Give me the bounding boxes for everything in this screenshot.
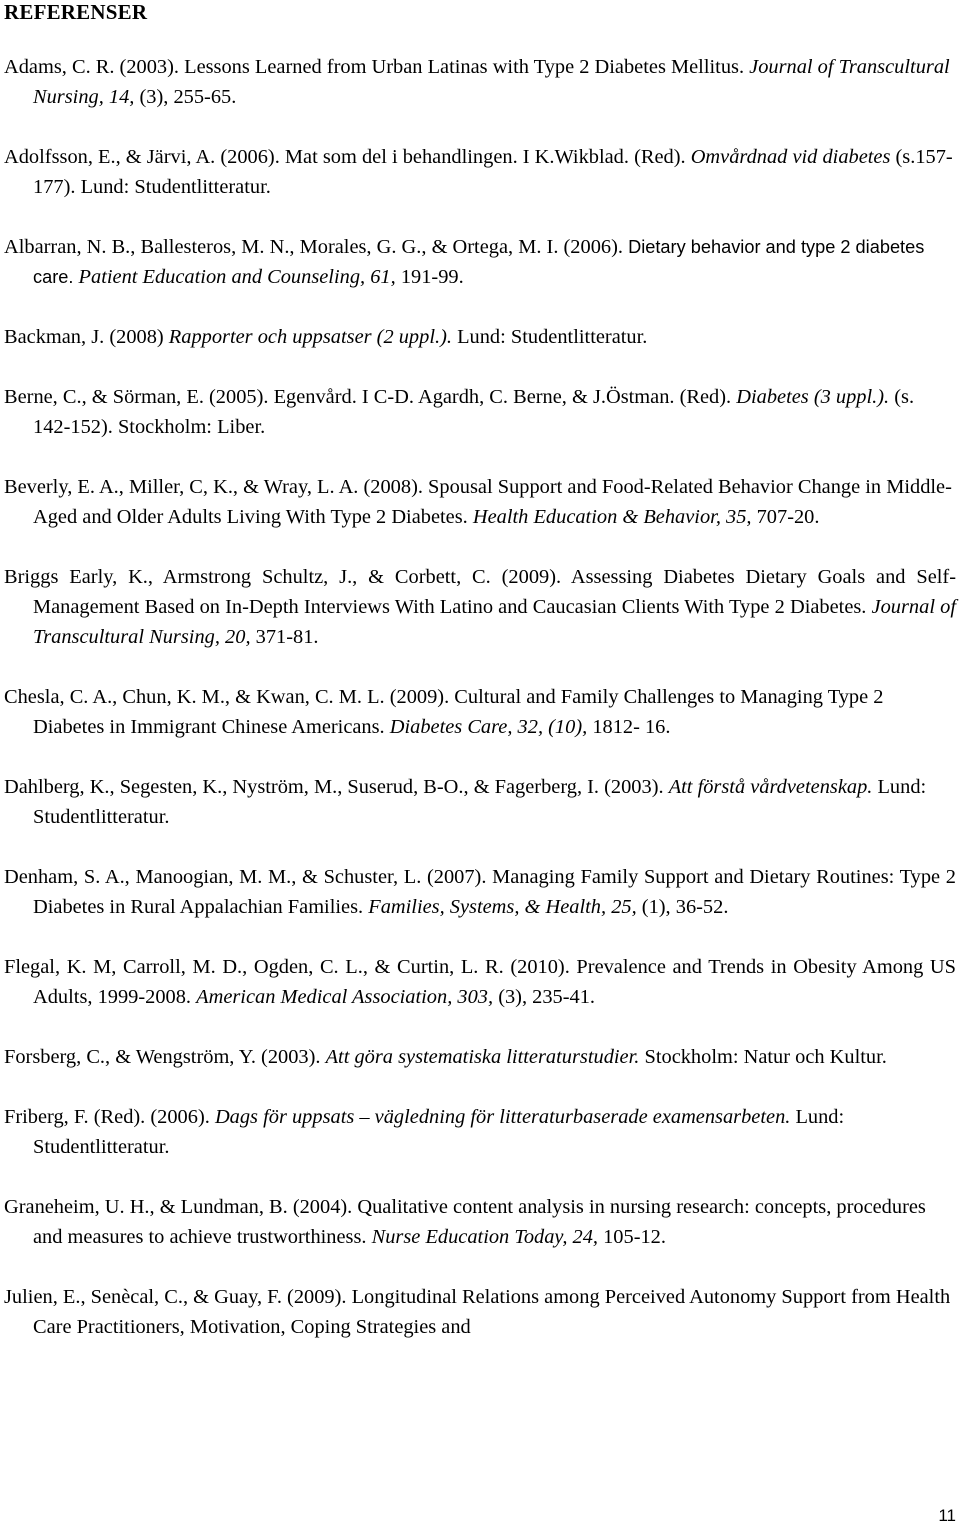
reference-text: Chesla, C. A., Chun, K. M., & Kwan, C. M. L. (2009). Cultural and Family Challenges to Managing Type 2 Diabetes in Immigrant Chinese Americans. [4, 686, 884, 738]
reference-text: (3), 235-41. [493, 986, 596, 1008]
reference-friberg [4, 1102, 956, 1162]
reference-albarran [4, 232, 956, 292]
reference-graneheim [4, 1192, 956, 1252]
reference-text: (s. 142-152). Stockholm: Liber. [33, 386, 915, 438]
reference-list [4, 52, 956, 1372]
reference-text: Stockholm: Natur och Kultur. [639, 1046, 887, 1068]
reference-text: Forsberg, C., & Wengström, Y. (2003). [4, 1046, 326, 1068]
reference-adams [4, 52, 956, 112]
reference-text: Adams, C. R. (2003). Lessons Learned from Urban Latinas with Type 2 Diabetes Mellitus. [4, 56, 750, 78]
reference-forsberg [4, 1042, 956, 1072]
reference-text: Backman, J. (2008) [4, 326, 169, 348]
reference-flegal [4, 952, 956, 1012]
reference-title-italic: Att förstå vårdvetenskap. [668, 776, 873, 798]
reference-briggs [4, 562, 956, 652]
reference-text: Graneheim, U. H., & Lundman, B. (2004). Qualitative content analysis in nursing research: concepts, procedures and measures to achieve trustworthiness. [4, 1196, 926, 1248]
reference-julien [4, 1282, 956, 1342]
reference-title-italic: Journal of Transcultural Nursing, 14, [33, 56, 950, 108]
reference-text: Berne, C., & Sörman, E. (2005). Egenvård. I C-D. Agardh, C. Berne, & J.Östman. (Red). [4, 386, 737, 408]
reference-text: (1), 36-52. [636, 896, 729, 918]
reference-text: Lund: Studentlitteratur. [33, 776, 927, 828]
reference-text: Lund: Studentlitteratur. [33, 1106, 845, 1158]
reference-text: Lund: Studentlitteratur. [451, 326, 648, 348]
reference-title-italic: Diabetes Care, 32, (10), [389, 716, 588, 738]
reference-backman [4, 322, 956, 352]
reference-text: 1812- 16. [587, 716, 671, 738]
reference-title-italic: Nurse Education Today, 24, [371, 1226, 599, 1248]
page-number: 11 [938, 1506, 956, 1525]
reference-chesla [4, 682, 956, 742]
reference-text: 105-12. [598, 1226, 666, 1248]
reference-text: Dietary behavior and type 2 diabetes care. [33, 237, 925, 287]
reference-title-italic: Journal of Transcultural Nursing, 20, [33, 596, 956, 648]
reference-denham [4, 862, 956, 922]
reference-berne [4, 382, 956, 442]
reference-title-italic: Diabetes (3 uppl.). [736, 386, 890, 408]
reference-title-italic: Families, Systems, & Health, 25, [368, 896, 637, 918]
reference-title-italic: Health Education & Behavior, 35, [472, 506, 752, 528]
reference-text: Denham, S. A., Manoogian, M. M., & Schuster, L. (2007). Managing Family Support and Dietary Routines: Type 2 Diabetes in Rural Appalachian Families. [4, 866, 956, 918]
reference-text: Albarran, N. B., Ballesteros, M. N., Morales, G. G., & Ortega, M. I. (2006). [4, 236, 629, 258]
reference-title-italic: Att göra systematiska litteraturstudier. [325, 1046, 640, 1068]
references-heading: REFERENSER [4, 0, 148, 24]
reference-text: 371-81. [250, 626, 319, 648]
reference-text: Beverly, E. A., Miller, C, K., & Wray, L. A. (2008). Spousal Support and Food-Related Behavior Change in Middle-Aged and Older Adults Living With Type 2 Diabetes. [4, 476, 952, 528]
reference-title-italic: Rapporter och uppsatser (2 uppl.). [168, 326, 452, 348]
reference-text: Briggs Early, K., Armstrong Schultz, J., & Corbett, C. (2009). Assessing Diabetes Dietary Goals and Self-Management Based on In-Depth Interviews With Latino and Caucasian Clients With Type 2 Diabetes. [4, 566, 956, 618]
reference-text: Dahlberg, K., Segesten, K., Nyström, M., Suserud, B-O., & Fagerberg, I. (2003). [4, 776, 669, 798]
reference-text: 707-20. [751, 506, 820, 528]
reference-title-italic: Dags för uppsats – vägledning för litteraturbaserade examensarbeten. [214, 1106, 791, 1128]
reference-text: Flegal, K. M, Carroll, M. D., Ogden, C. L., & Curtin, L. R. (2010). Prevalence and Trends in Obesity Among US Adults, 1999-2008. [4, 956, 956, 1008]
reference-beverly [4, 472, 956, 532]
reference-dahlberg [4, 772, 956, 832]
reference-title-italic: American Medical Association, 303, [196, 986, 494, 1008]
reference-text: (s.157-177). Lund: Studentlitteratur. [33, 146, 953, 198]
reference-adolfsson [4, 142, 956, 202]
reference-text: 191-99. [395, 266, 464, 288]
reference-title-italic: Patient Education and Counseling, 61, [78, 266, 396, 288]
reference-text: Adolfsson, E., & Järvi, A. (2006). Mat som del i behandlingen. I K.Wikblad. (Red). [4, 146, 691, 168]
reference-text: (3), 255-65. [134, 86, 237, 108]
reference-text: Julien, E., Senècal, C., & Guay, F. (2009). Longitudinal Relations among Perceived Autonomy Support from Health Care Practitioners, Motivation, Coping Strategies and [4, 1286, 951, 1338]
reference-text: Friberg, F. (Red). (2006). [4, 1106, 215, 1128]
reference-title-italic: Omvårdnad vid diabetes [690, 146, 891, 168]
